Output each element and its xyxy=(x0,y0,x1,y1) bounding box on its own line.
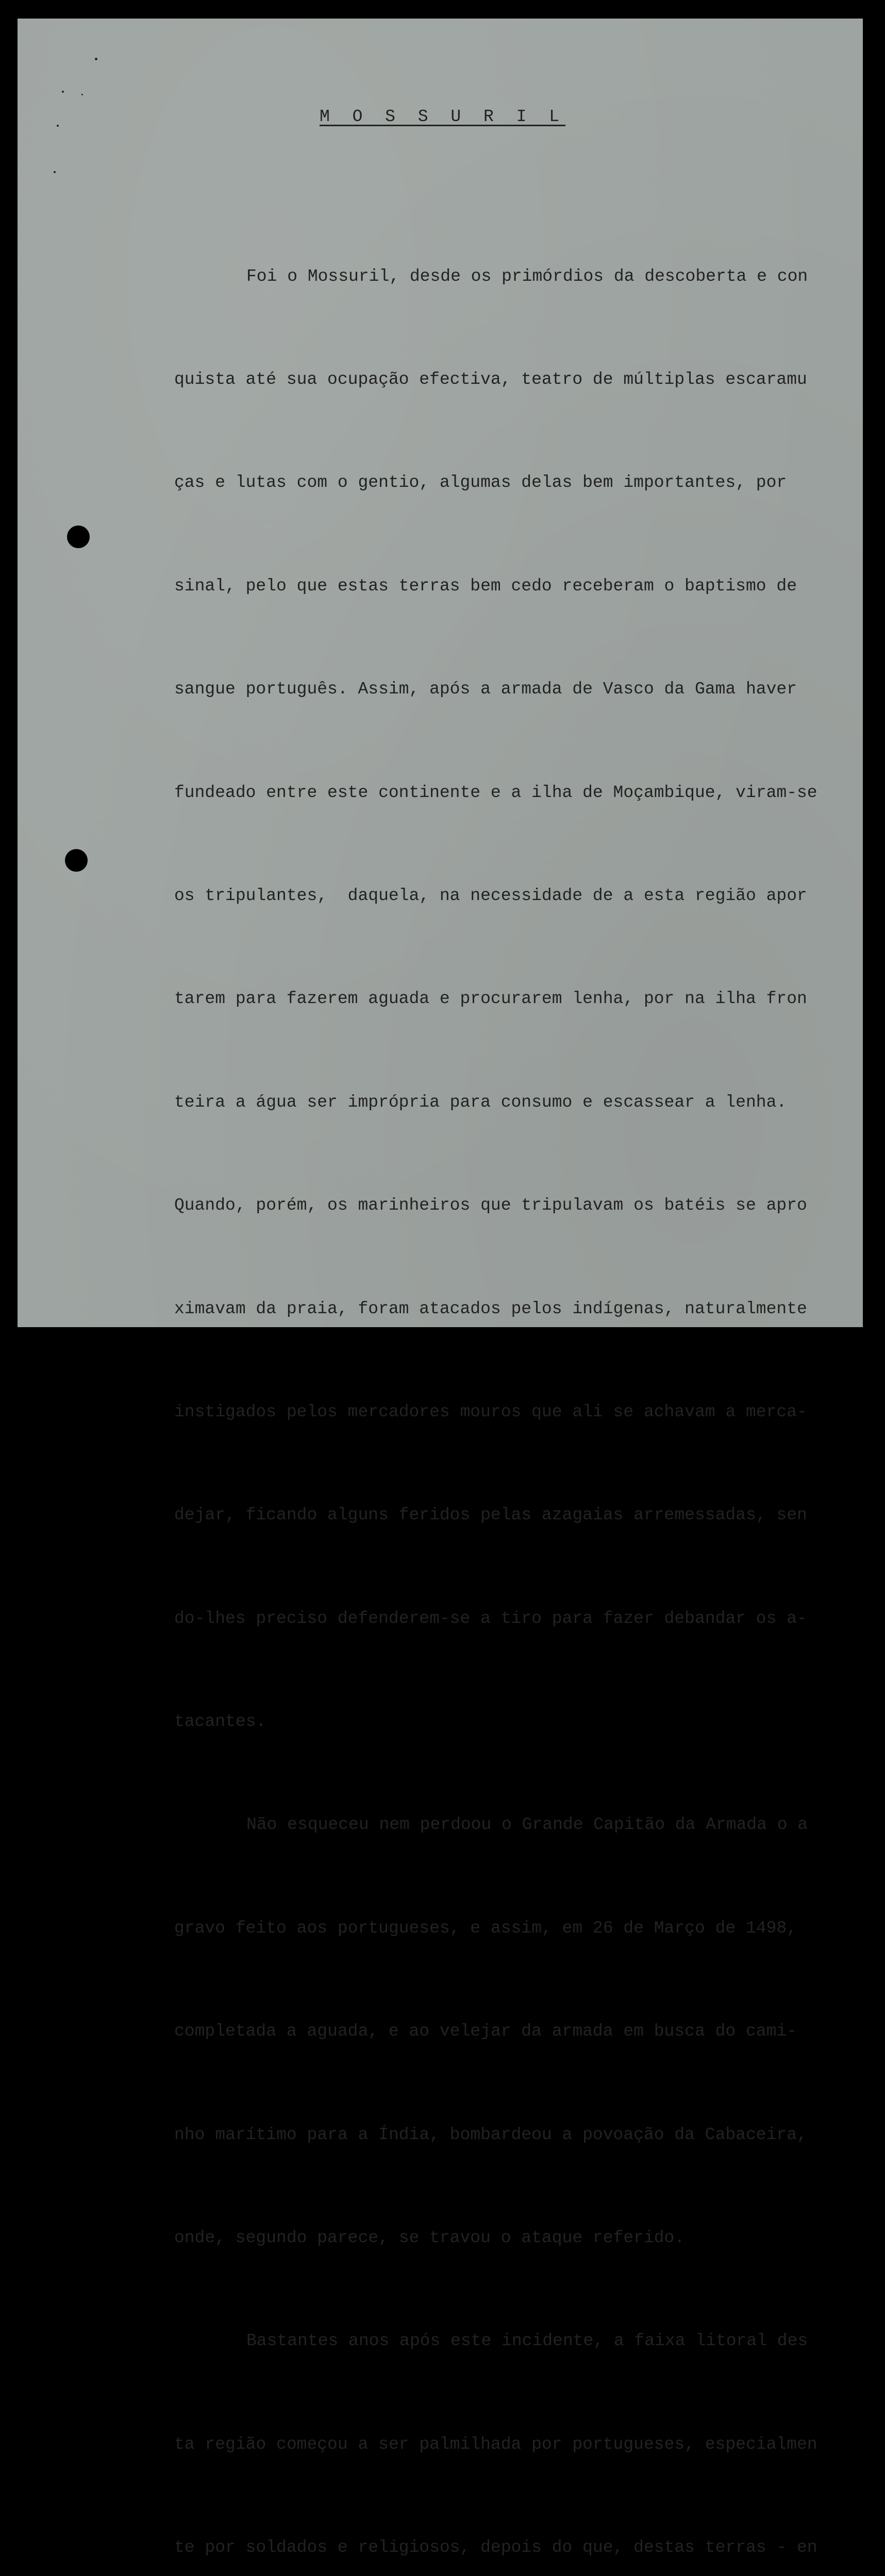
text-line: do-lhes preciso defenderem-se a tiro para fazer debandar os a- xyxy=(174,1608,807,1628)
text-line: nho marítimo para a Índia, bombardeou a povoação da Cabaceira, xyxy=(174,2125,807,2144)
text-line: sangue português. Assim, após a armada de Vasco da Gama haver xyxy=(174,680,797,699)
text-line: te por soldados e religiosos, depois do que, destas terras - en xyxy=(174,2538,817,2557)
document-body xyxy=(174,191,844,2576)
text-line: sinal, pelo que estas terras bem cedo receberam o baptismo de xyxy=(174,576,797,596)
text-line: dejar, ficando alguns feridos pelas azagaias arremessadas, sen xyxy=(174,1505,807,1525)
ink-speck xyxy=(95,58,97,60)
text-line: gravo feito aos portugueses, e assim, em 26 de Março de 1498, xyxy=(174,1918,797,1938)
punch-hole xyxy=(67,526,90,548)
text-line: Bastantes anos após este incidente, a faixa litoral des xyxy=(246,2331,808,2351)
text-line: Foi o Mossuril, desde os primórdios da descoberta e con xyxy=(246,266,808,286)
ink-speck xyxy=(62,91,64,93)
text-line: completada a aguada, e ao velejar da armada em busca do cami- xyxy=(174,2022,797,2041)
punch-hole xyxy=(65,849,88,872)
text-line: fundeado entre este continente e a ilha de Moçambique, viram-se xyxy=(174,783,817,802)
text-line: tarem para fazerem aguada e procurarem lenha, por na ilha fron xyxy=(174,989,807,1009)
text-line: quista até sua ocupação efectiva, teatro de múltiplas escaramu xyxy=(174,369,807,389)
text-line: os tripulantes, daquela, na necessidade de a esta região apor xyxy=(174,886,807,905)
text-line: Quando, porém, os marinheiros que tripulavam os batéis se apro xyxy=(174,1196,807,1215)
ink-speck xyxy=(81,94,83,95)
text-line: onde, segundo parece, se travou o ataque referido. xyxy=(174,2228,685,2248)
ink-speck xyxy=(54,171,56,173)
page-title: M O S S U R I L xyxy=(319,107,566,126)
text-line: ta região começou a ser palmilhada por portugueses, especialmen xyxy=(174,2434,817,2454)
text-line: teira a água ser imprópria para consumo e escassear a lenha. xyxy=(174,1092,787,1112)
text-line: ças e lutas com o gentio, algumas delas bem importantes, por xyxy=(174,473,787,493)
text-line: Não esqueceu nem perdoou o Grande Capitão da Armada o a xyxy=(246,1815,808,1835)
text-line: instigados pelos mercadores mouros que ali se achavam a merca- xyxy=(174,1402,807,1421)
text-line: ximavam da praia, foram atacados pelos indígenas, naturalmente xyxy=(174,1299,807,1318)
text-line: tacantes. xyxy=(174,1712,266,1732)
